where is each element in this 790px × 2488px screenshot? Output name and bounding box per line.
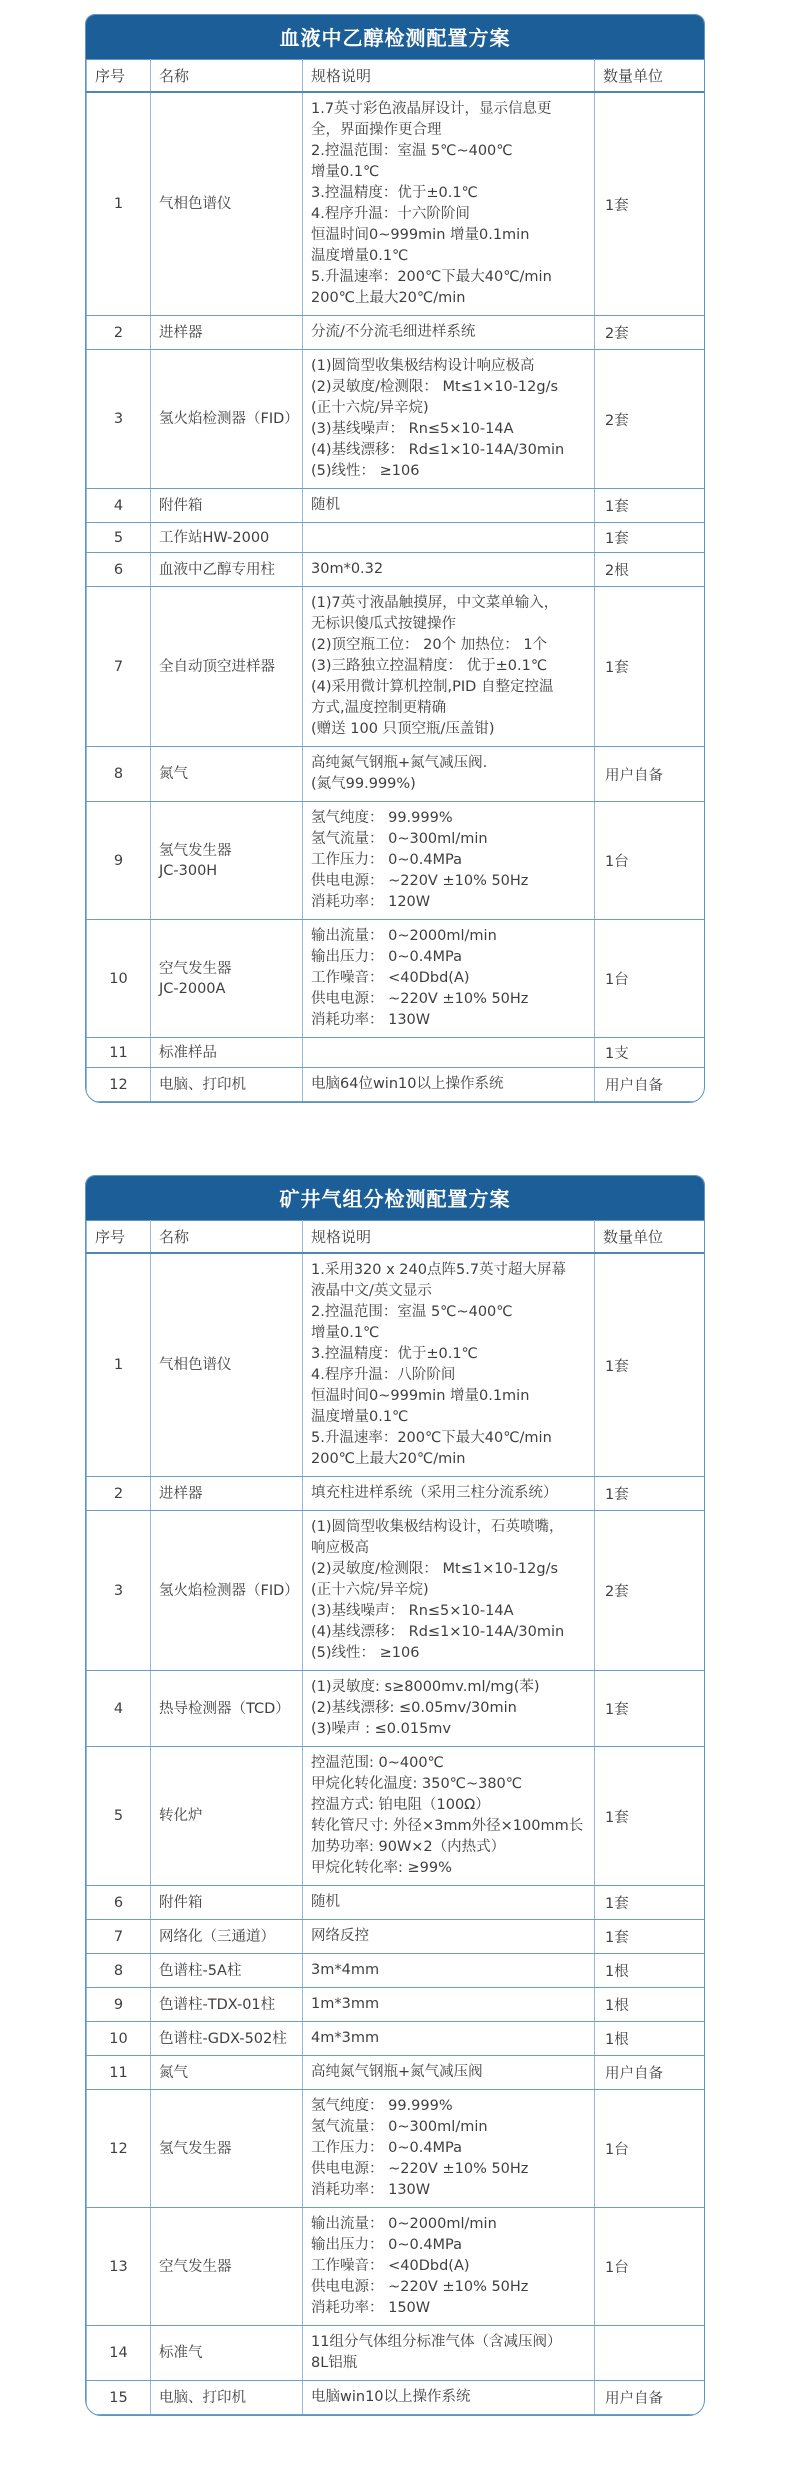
table-title: 血液中乙醇检测配置方案 [279,26,511,50]
cell-spec [303,489,595,523]
table-row [87,2208,705,2326]
text-line: (3)噪声 : ≤0.015mv [311,1721,452,1737]
cell-quantity: 1套 [595,1886,705,1920]
text-line: (5)线性： ≥106 [311,1645,420,1661]
text-line: 空气发生器 [159,960,232,977]
text-line: (1)灵敏度: s≥8000mv.ml/mg(苯) [311,1679,540,1695]
cell-quantity: 2套 [595,1511,705,1671]
cell-index: 5 [87,1747,151,1886]
text-line: 1.采用320 x 240点阵5.7英寸超大屏幕 [311,1262,567,1278]
text-line: 无标识傻瓜式按键操作 [311,616,456,632]
text-line: 3.控温精度：优于±0.1℃ [311,1346,478,1362]
text-line: 转化炉 [159,1808,203,1824]
cell-name [151,1886,303,1920]
cell-name [151,2056,303,2090]
cell-quantity: 用户自备 [595,1068,705,1102]
text-line: 200℃上最大20℃/min [311,1451,466,1467]
cell-quantity: 1套 [595,92,705,316]
cell-quantity: 1套 [595,523,705,553]
cell-index: 7 [87,587,151,747]
cell-spec [303,1253,595,1477]
cell-quantity: 2套 [595,316,705,350]
text-line: 消耗功率： 130W [311,2182,431,2198]
cell-spec [303,523,595,553]
cell-spec [303,1038,595,1068]
cell-name [151,1671,303,1747]
text-line: 供电电源： ~220V ±10% 50Hz [311,873,529,889]
cell-index: 8 [87,1954,151,1988]
cell-index: 9 [87,802,151,920]
text-line: 控温范围: 0~400℃ [311,1755,444,1771]
cell-spec [303,2326,595,2381]
text-line: 转化管尺寸: 外径×3mm外径×100mm长 [311,1818,584,1834]
text-line: JC-300H [159,862,218,879]
text-line: 甲烷化转化率: ≥99% [311,1860,452,1876]
cell-quantity [595,2326,705,2381]
table-row [87,1954,705,1988]
cell-quantity: 1套 [595,1920,705,1954]
cell-index: 11 [87,2056,151,2090]
cell-index: 6 [87,1886,151,1920]
text-line: 色谱柱-5A柱 [159,1962,242,1979]
cell-quantity: 1根 [595,2022,705,2056]
text-line: 附件箱 [159,497,203,514]
text-line: 工作噪音： <40Dbd(A) [311,2258,470,2274]
text-line: 输出流量： 0~2000ml/min [311,928,497,944]
cell-spec [303,2381,595,2415]
text-line: 热导检测器（TCD） [159,1700,290,1717]
cell-quantity: 2套 [595,350,705,489]
cell-spec [303,1988,595,2022]
cell-name [151,350,303,489]
cell-name [151,1511,303,1671]
text-line: 4.程序升温：八阶阶间 [311,1367,456,1383]
text-line: 氢火焰检测器（FID） [159,1582,299,1599]
table-row [87,553,705,587]
cell-name [151,1068,303,1102]
text-line: 加势功率: 90W×2（内热式） [311,1839,506,1855]
cell-name [151,2022,303,2056]
text-line: (4)基线漂移： Rd≤1×10-14A/30min [311,442,565,458]
table-row [87,92,705,316]
text-line: 工作噪音： <40Dbd(A) [311,970,470,986]
cell-quantity: 1套 [595,1477,705,1511]
text-line: 氢火焰检测器（FID） [159,411,299,427]
table-row [87,802,705,920]
cell-spec [303,316,595,350]
text-line: 供电电源： ~220V ±10% 50Hz [311,991,529,1007]
cell-name [151,747,303,802]
text-line: 空气发生器 [159,2258,232,2275]
cell-quantity: 1台 [595,920,705,1038]
text-line: 网络化（三通道） [159,1928,275,1945]
cell-name [151,1253,303,1477]
text-line: 进样器 [159,1485,203,1502]
cell-index: 10 [87,2022,151,2056]
table-row [87,2056,705,2090]
cell-index: 10 [87,920,151,1038]
text-line: (3)基线噪声： Rn≤5×10-14A [311,1603,514,1619]
table-row [87,747,705,802]
text-line: 1.7英寸彩色液晶屏设计，显示信息更 [311,101,552,117]
table-row [87,1038,705,1068]
text-line: 方式,温度控制更精确 [311,700,447,716]
text-line: 氢气流量： 0~300ml/min [311,831,488,847]
table-title-bar [86,1176,704,1220]
cell-index: 3 [87,1511,151,1671]
cell-quantity: 用户自备 [595,2056,705,2090]
text-line: 标准气 [159,2345,203,2361]
cell-spec [303,1671,595,1747]
text-line: 高纯氮气钢瓶+氮气减压阀 [311,2064,483,2080]
text-line: 氮气 [159,2064,188,2081]
table-row [87,1747,705,1886]
text-line: 色谱柱-GDX-502柱 [159,2030,287,2047]
text-line: 随机 [311,1894,340,1910]
cell-quantity: 用户自备 [595,2381,705,2415]
text-line: (2)灵敏度/检测限： Mt≤1×10-12g/s [311,379,559,395]
text-line: 30m*0.32 [311,561,384,577]
cell-name [151,2326,303,2381]
text-line: 分流/不分流毛细进样系统 [311,324,476,340]
table-row [87,1511,705,1671]
text-line: 工作站HW-2000 [159,529,270,546]
text-line: 网络反控 [311,1928,369,1944]
cell-index: 4 [87,1671,151,1747]
text-line: 色谱柱-TDX-01柱 [159,1996,276,2013]
cell-index: 1 [87,92,151,316]
cell-name [151,1038,303,1068]
table-row [87,1988,705,2022]
text-line: 温度增量0.1℃ [311,1409,409,1425]
column-header: 数量单位 [595,60,705,93]
cell-index: 14 [87,2326,151,2381]
text-line: 氢气发生器 [159,2140,232,2157]
text-line: (5)线性： ≥106 [311,463,420,479]
cell-spec [303,1954,595,1988]
spec-table [86,59,705,1102]
text-line: 全，界面操作更合理 [311,122,442,138]
cell-spec [303,920,595,1038]
text-line: 氮气 [159,766,188,782]
cell-quantity: 1根 [595,1988,705,2022]
cell-quantity: 1根 [595,1954,705,1988]
cell-spec [303,2056,595,2090]
text-line: 电脑win10以上操作系统 [311,2389,471,2405]
text-line: 输出压力： 0~0.4MPa [311,2237,463,2253]
text-line: 氢气流量： 0~300ml/min [311,2119,488,2135]
text-line: 输出流量： 0~2000ml/min [311,2216,497,2232]
cell-quantity: 1套 [595,489,705,523]
text-line: 消耗功率： 130W [311,1012,431,1028]
table-row [87,1920,705,1954]
text-line: 恒温时间0~999min 增量0.1min [311,1388,530,1404]
cell-index: 1 [87,1253,151,1477]
cell-spec [303,1477,595,1511]
cell-quantity: 1台 [595,2208,705,2326]
cell-name [151,92,303,316]
table-row [87,2090,705,2208]
table-row [87,920,705,1038]
text-line: 气相色谱仪 [159,1357,232,1373]
table-title-bar [86,15,704,59]
cell-quantity: 用户自备 [595,747,705,802]
cell-name [151,489,303,523]
cell-index: 3 [87,350,151,489]
column-header: 序号 [87,60,151,93]
text-line: (4)基线漂移： Rd≤1×10-14A/30min [311,1624,565,1640]
column-header: 名称 [151,1221,303,1254]
column-header: 序号 [87,1221,151,1254]
cell-name [151,587,303,747]
table-row [87,1886,705,1920]
cell-spec [303,1920,595,1954]
text-line: 1m*3mm [311,1996,380,2012]
cell-name [151,920,303,1038]
cell-index: 6 [87,553,151,587]
text-line: 温度增量0.1℃ [311,248,409,264]
text-line: 甲烷化转化温度: 350℃~380℃ [311,1776,523,1792]
text-line: (2)顶空瓶工位： 20个 加热位： 1个 [311,637,548,653]
text-line: 氢气纯度： 99.999% [311,810,453,826]
text-line: 增量0.1℃ [311,1325,380,1341]
text-line: 4m*3mm [311,2030,380,2046]
text-line: (4)采用微计算机控制,PID 自整定控温 [311,679,554,695]
cell-spec [303,1511,595,1671]
cell-spec [303,1068,595,1102]
config-table-card-1 [85,14,705,1103]
cell-index: 9 [87,1988,151,2022]
cell-name [151,2090,303,2208]
cell-quantity: 2根 [595,553,705,587]
text-line: (1)圆筒型收集极结构设计，石英喷嘴， [311,1519,564,1535]
column-header: 规格说明 [303,1221,595,1254]
text-line: (正十六烷/异辛烷) [311,400,429,416]
table-row [87,523,705,553]
text-line: 工作压力： 0~0.4MPa [311,852,463,868]
cell-quantity: 1套 [595,587,705,747]
text-line: 2.控温范围：室温 5℃~400℃ [311,143,513,159]
table-row [87,2326,705,2381]
cell-index: 11 [87,1038,151,1068]
text-line: (3)基线噪声： Rn≤5×10-14A [311,421,514,437]
cell-name [151,523,303,553]
cell-spec [303,802,595,920]
text-line: 血液中乙醇专用柱 [159,561,275,578]
cell-quantity: 1套 [595,1253,705,1477]
text-line: 3m*4mm [311,1962,380,1978]
table-row [87,350,705,489]
table-title: 矿井气组分检测配置方案 [279,1187,511,1211]
cell-index: 2 [87,1477,151,1511]
table-row [87,1068,705,1102]
text-line: 输出压力： 0~0.4MPa [311,949,463,965]
cell-spec [303,92,595,316]
text-line: JC-2000A [159,980,226,997]
text-line: 4.程序升温：十六阶阶间 [311,206,470,222]
cell-spec [303,350,595,489]
text-line: 3.控温精度：优于±0.1℃ [311,185,478,201]
text-line: 11组分气体组分标准气体（含减压阀） [311,2334,562,2350]
cell-name [151,1747,303,1886]
column-header: 规格说明 [303,60,595,93]
text-line: 恒温时间0~999min 增量0.1min [311,227,530,243]
cell-spec [303,2090,595,2208]
cell-spec [303,553,595,587]
text-line: 气相色谱仪 [159,196,232,212]
text-line: 5.升温速率：200℃下最大40℃/min [311,269,552,285]
cell-index: 7 [87,1920,151,1954]
cell-name [151,2381,303,2415]
text-line: 标准样品 [159,1044,217,1061]
text-line: 消耗功率： 120W [311,894,431,910]
text-line: 液晶中文/英文显示 [311,1283,432,1299]
spec-table [86,1220,705,2415]
cell-spec [303,2208,595,2326]
cell-index: 8 [87,747,151,802]
table-row [87,489,705,523]
text-line: 电脑、打印机 [159,1076,246,1093]
table-row [87,587,705,747]
cell-spec [303,1886,595,1920]
text-line: (正十六烷/异辛烷) [311,1582,429,1598]
cell-index: 13 [87,2208,151,2326]
text-line: 氢气发生器 [159,842,232,859]
text-line: 附件箱 [159,1894,203,1911]
cell-spec [303,587,595,747]
text-line: 增量0.1℃ [311,164,380,180]
table-row [87,316,705,350]
cell-quantity: 1套 [595,1747,705,1886]
cell-spec [303,747,595,802]
text-line: 控温方式: 铂电阻（100Ω） [311,1797,490,1813]
table-row [87,1253,705,1477]
text-line: 氢气纯度： 99.999% [311,2098,453,2114]
cell-name [151,1988,303,2022]
table-header-row [87,1221,705,1254]
text-line: 工作压力： 0~0.4MPa [311,2140,463,2156]
text-line: 8L铝瓶 [311,2355,358,2371]
cell-name [151,1954,303,1988]
cell-quantity: 1支 [595,1038,705,1068]
text-line: 200℃上最大20℃/min [311,290,466,306]
text-line: 供电电源： ~220V ±10% 50Hz [311,2279,529,2295]
cell-name [151,316,303,350]
text-line: 电脑、打印机 [159,2389,246,2406]
cell-index: 4 [87,489,151,523]
table-header-row [87,60,705,93]
text-line: 5.升温速率：200℃下最大40℃/min [311,1430,552,1446]
text-line: 填充柱进样系统（采用三柱分流系统） [311,1485,558,1501]
cell-index: 12 [87,1068,151,1102]
table-row [87,1671,705,1747]
cell-name [151,1477,303,1511]
cell-quantity: 1台 [595,802,705,920]
text-line: 进样器 [159,324,203,341]
cell-name [151,802,303,920]
table-row [87,1477,705,1511]
text-line: (2)灵敏度/检测限： Mt≤1×10-12g/s [311,1561,559,1577]
text-line: 响应极高 [311,1540,369,1556]
cell-name [151,553,303,587]
cell-quantity: 1套 [595,1671,705,1747]
text-line: (赠送 100 只顶空瓶/压盖钳) [311,721,495,737]
cell-name [151,1920,303,1954]
text-line: 消耗功率： 150W [311,2300,431,2316]
cell-index: 5 [87,523,151,553]
cell-spec [303,1747,595,1886]
text-line: (1)7英寸液晶触摸屏，中文菜单输入， [311,595,559,611]
cell-index: 2 [87,316,151,350]
cell-spec [303,2022,595,2056]
text-line: 2.控温范围：室温 5℃~400℃ [311,1304,513,1320]
cell-quantity: 1台 [595,2090,705,2208]
config-table-card-2 [85,1175,705,2416]
text-line: (1)圆筒型收集极结构设计响应极高 [311,358,535,374]
text-line: 随机 [311,497,340,513]
text-line: 全自动顶空进样器 [159,658,275,675]
text-line: 电脑64位win10以上操作系统 [311,1076,504,1092]
text-line: (3)三路独立控温精度： 优于±0.1℃ [311,658,548,674]
cell-name [151,2208,303,2326]
table-row [87,2381,705,2415]
text-line: 供电电源： ~220V ±10% 50Hz [311,2161,529,2177]
table-row [87,2022,705,2056]
text-line: (氮气99.999%) [311,776,416,792]
column-header: 数量单位 [595,1221,705,1254]
cell-index: 15 [87,2381,151,2415]
text-line: 高纯氮气钢瓶+氮气减压阀. [311,755,488,771]
text-line: (2)基线漂移: ≤0.05mv/30min [311,1700,517,1716]
column-header: 名称 [151,60,303,93]
cell-index: 12 [87,2090,151,2208]
